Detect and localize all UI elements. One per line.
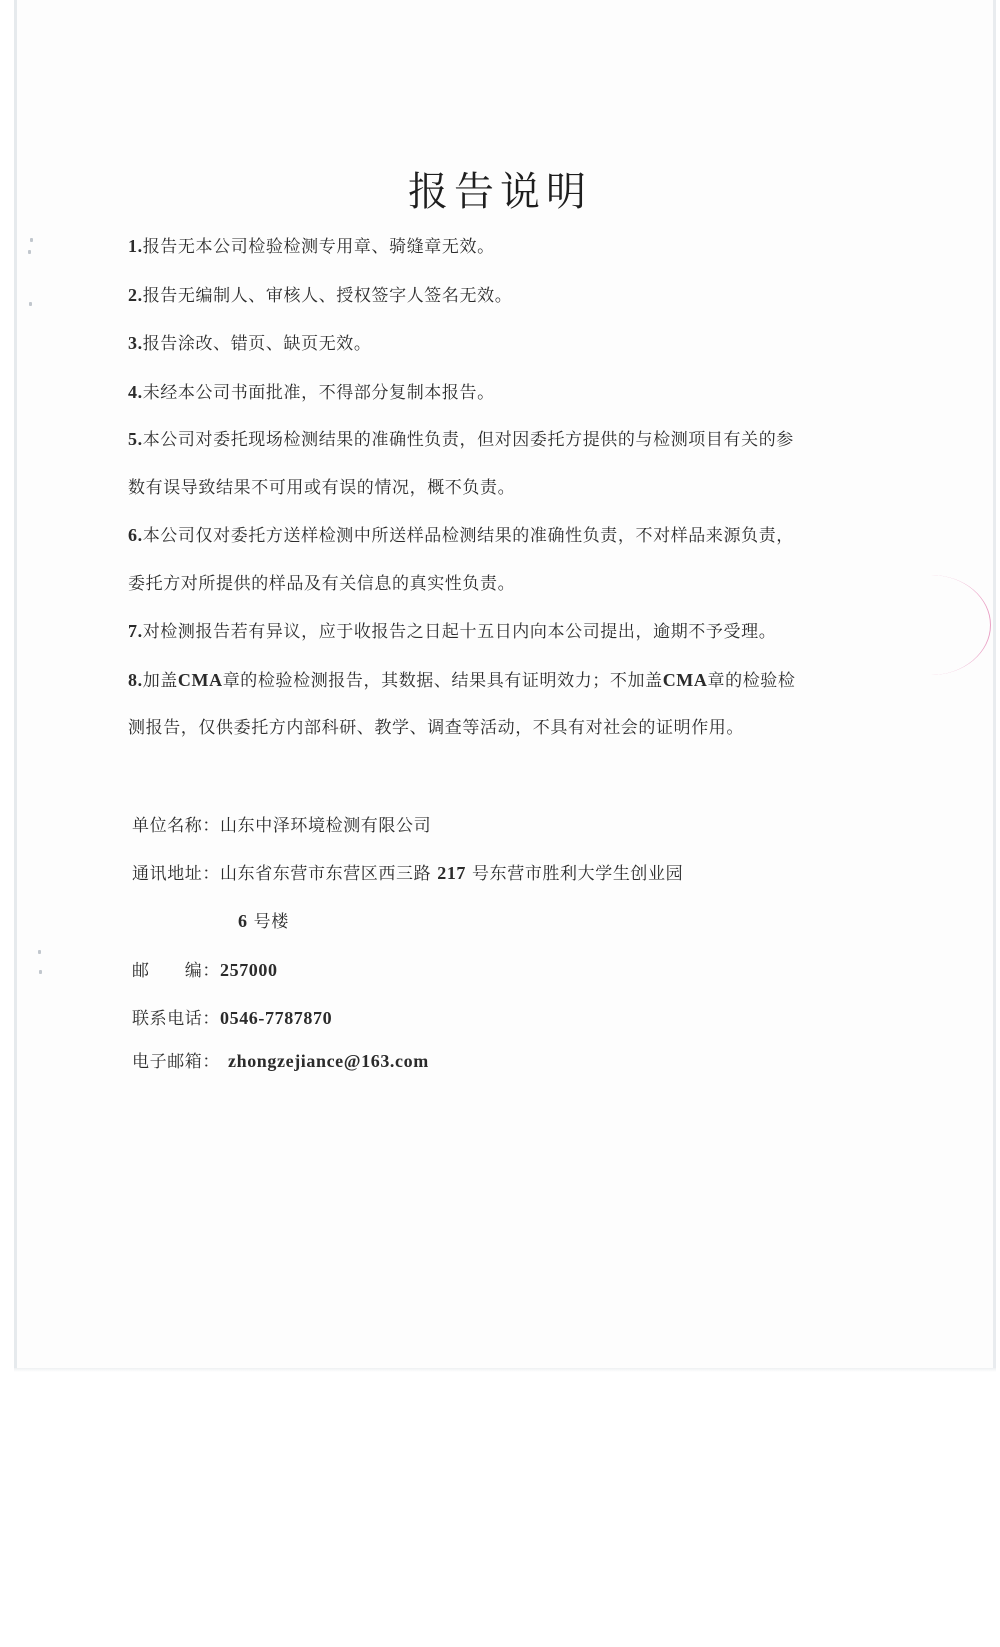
- item-number: 4.: [128, 382, 143, 402]
- list-item-2: [128, 283, 512, 308]
- item-number: 7.: [128, 621, 143, 641]
- page-bottom-edge: [14, 1368, 996, 1372]
- postcode-label: 邮 编：: [132, 961, 220, 981]
- item-number: 5.: [128, 429, 143, 449]
- scan-speck: [30, 238, 33, 242]
- item-text: 本公司对委托现场检测结果的准确性负责，但对因委托方提供的与检测项目有关的参: [142, 430, 794, 450]
- item-text: 报告无编制人、审核人、授权签字人签名无效。: [142, 286, 513, 306]
- scan-speck: [38, 950, 41, 954]
- list-item-6: [128, 523, 794, 548]
- scan-speck: [29, 302, 32, 306]
- item-text: 章的检验检: [707, 671, 796, 691]
- phone-value: 0546-7787870: [220, 1008, 333, 1028]
- address-label: 通讯地址：: [132, 864, 220, 884]
- item-text: 未经本公司书面批准，不得部分复制本报告。: [142, 383, 495, 403]
- address-row: [132, 861, 683, 886]
- item-text: 章的检验检测报告，其数据、结果具有证明效力；不加盖: [222, 671, 663, 691]
- phone-label: 联系电话：: [132, 1009, 220, 1029]
- item-text: 加盖: [142, 671, 178, 691]
- scan-speck: [39, 970, 42, 974]
- building-number: 6: [238, 911, 248, 931]
- postcode-row: [132, 958, 278, 983]
- item-text: 数有误导致结果不可用或有误的情况，概不负责。: [128, 478, 516, 498]
- list-item-6-continuation: [128, 572, 515, 596]
- list-item-8: [128, 668, 796, 693]
- company-label: 单位名称：: [132, 816, 220, 836]
- item-text: 测报告，仅供委托方内部科研、教学、调查等活动，不具有对社会的证明作用。: [128, 718, 744, 738]
- email-row: [132, 1049, 429, 1074]
- item-number: 6.: [128, 525, 143, 545]
- item-number: 1.: [128, 236, 143, 256]
- building-label: 号楼: [247, 912, 289, 932]
- item-text: 本公司仅对委托方送样检测中所送样品检测结果的准确性负责，不对样品来源负责，: [142, 526, 794, 546]
- item-number: 2.: [128, 285, 143, 305]
- email-label: 电子邮箱：: [132, 1052, 220, 1072]
- item-text: 报告涂改、错页、缺页无效。: [142, 334, 372, 354]
- list-item-7: [128, 619, 776, 644]
- scan-speck: [28, 250, 31, 254]
- list-item-8-continuation: [128, 716, 744, 740]
- address-number: 217: [437, 863, 467, 883]
- address-value: 山东省东营市东营区西三路: [220, 864, 438, 884]
- list-item-4: [128, 380, 495, 405]
- address-value: 号东营市胜利大学生创业园: [466, 864, 684, 884]
- item-text: 委托方对所提供的样品及有关信息的真实性负责。: [128, 574, 516, 594]
- list-item-5-continuation: [128, 476, 515, 500]
- email-value: zhongzejiance@163.com: [228, 1051, 429, 1071]
- item-text: 报告无本公司检验检测专用章、骑缝章无效。: [142, 237, 495, 257]
- postcode-value: 257000: [220, 960, 278, 980]
- page-title: 报告说明: [408, 169, 592, 215]
- item-text: 对检测报告若有异议，应于收报告之日起十五日内向本公司提出，逾期不予受理。: [142, 622, 777, 642]
- cma-mark: CMA: [662, 670, 708, 690]
- company-value: 山东中泽环境检测有限公司: [220, 816, 432, 836]
- company-name-row: [132, 814, 431, 838]
- item-number: 3.: [128, 333, 143, 353]
- list-item-1: [128, 234, 495, 259]
- cma-mark: CMA: [177, 670, 223, 690]
- phone-row: [132, 1006, 332, 1031]
- list-item-3: [128, 331, 372, 356]
- list-item-5: [128, 427, 794, 452]
- item-number: 8.: [128, 670, 143, 690]
- address-line-2: [238, 909, 289, 934]
